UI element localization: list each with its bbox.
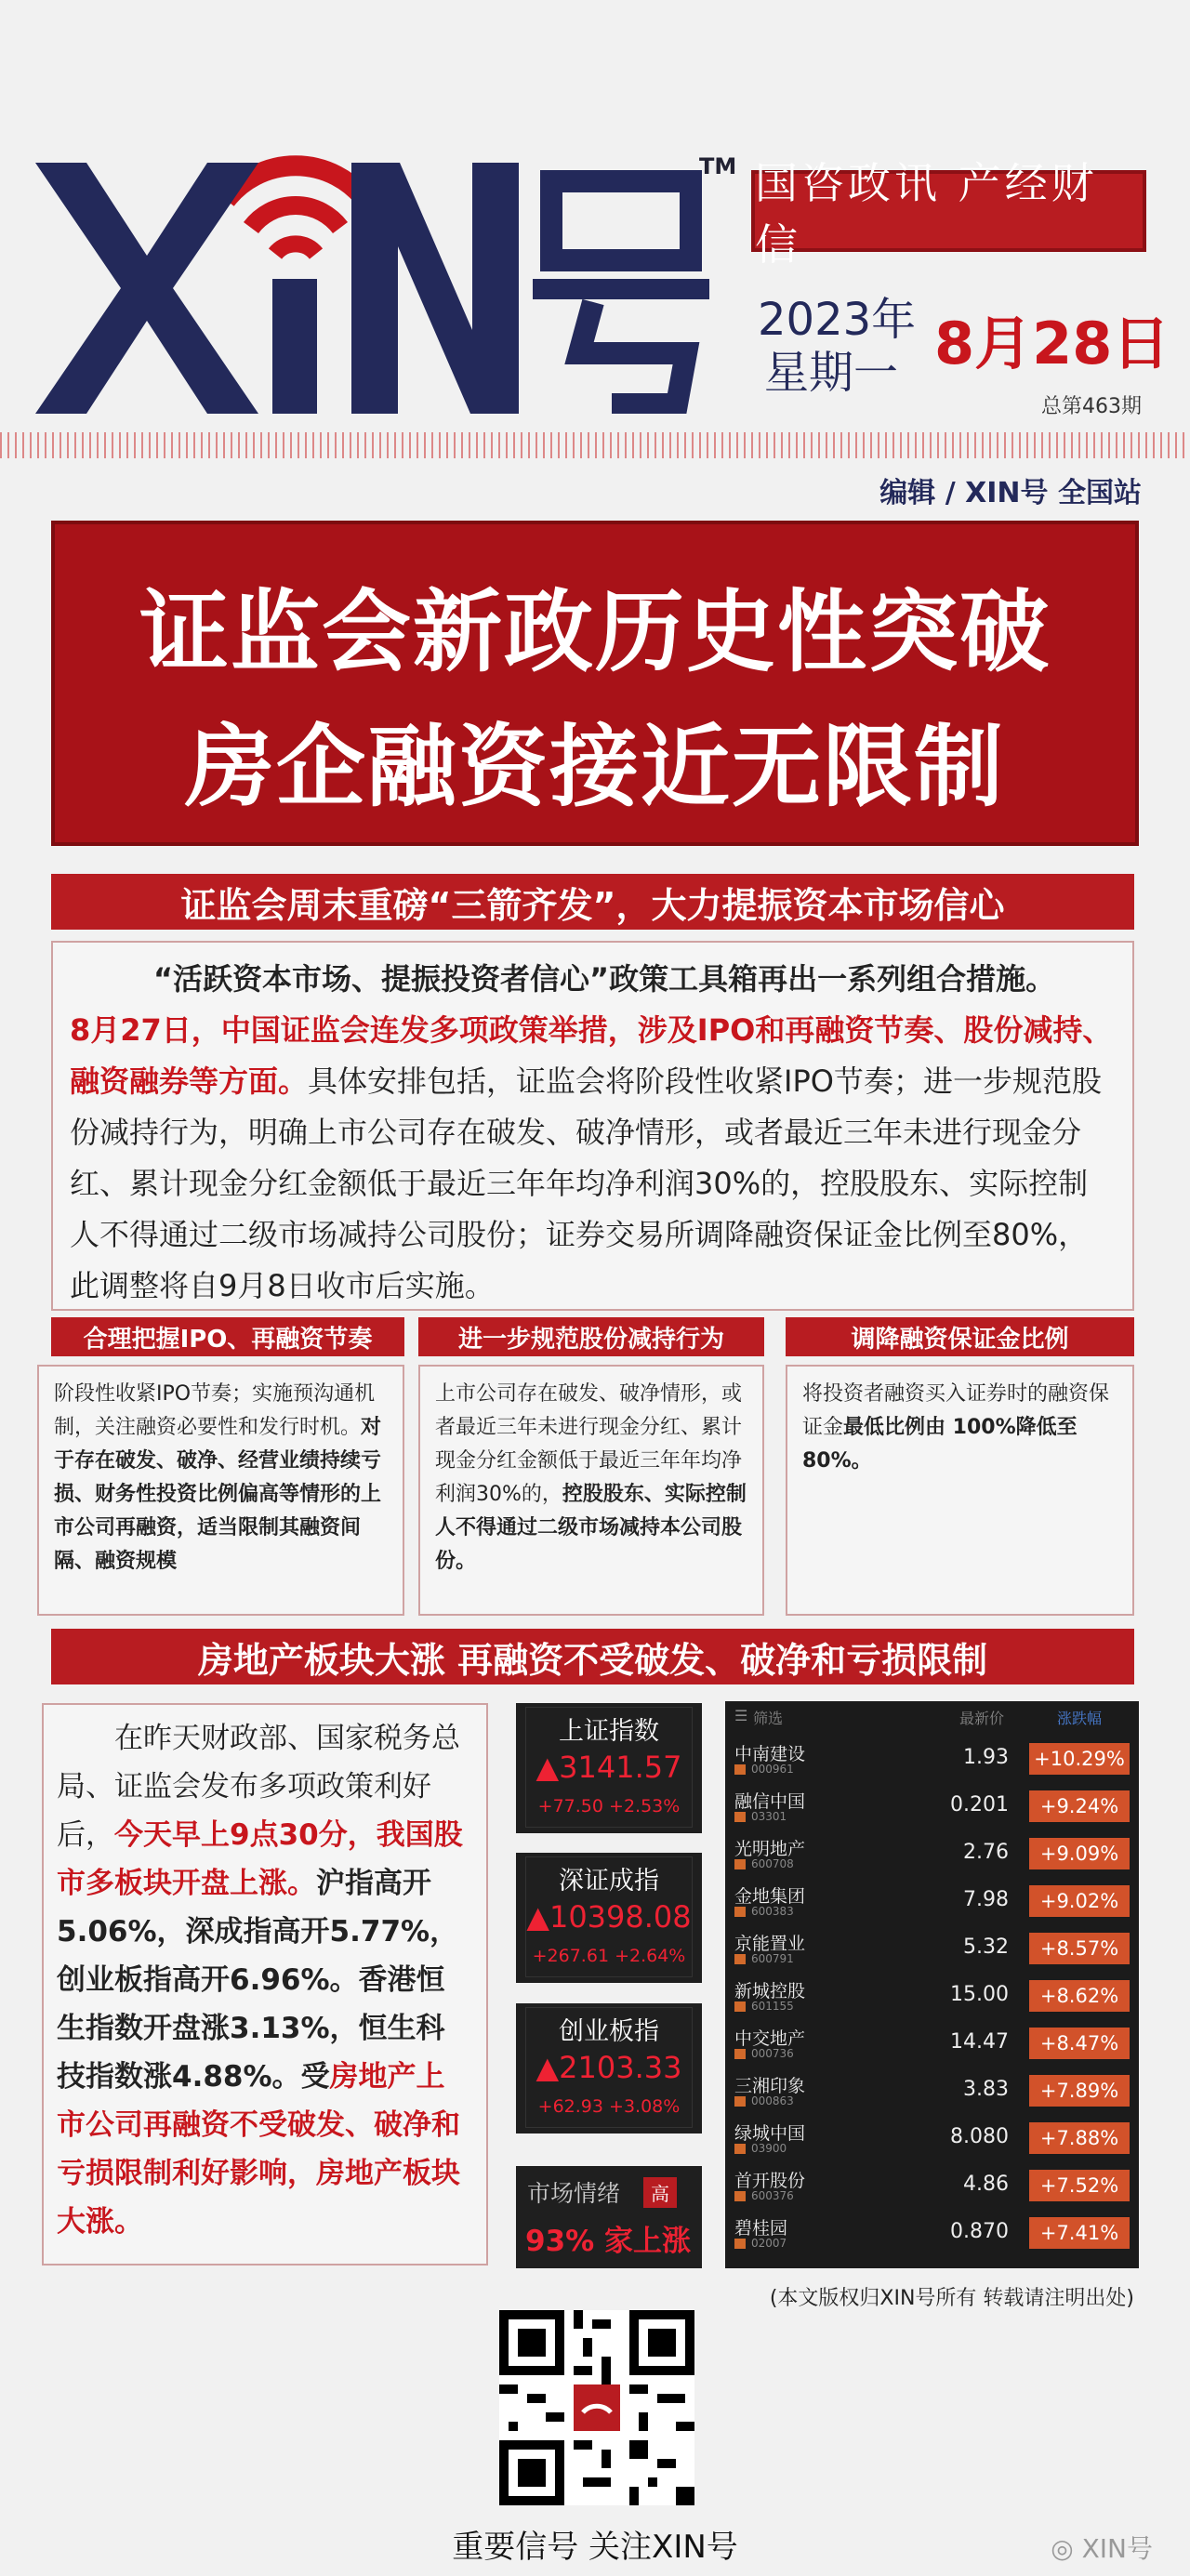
column-2-bold: 控股股东、实际控制人不得通过二级市场减持本公司股份。: [435, 1483, 747, 1573]
section1-title-bar: 证监会周末重磅“三箭齐发”，大力提振资本市场信心: [51, 874, 1134, 930]
stock-price: 7.98: [963, 1888, 1009, 1911]
stock-change-pct: +8.62%: [1029, 1980, 1130, 2012]
column-2-text: 上市公司存在破发、破净情形，或者最近三年未进行现金分红、累计现金分红金额低于最近三年年均净利润30%的，: [435, 1382, 743, 1506]
stock-row[interactable]: [725, 1784, 1139, 1831]
mood-label: 市场情绪: [527, 2180, 621, 2207]
col-price-header[interactable]: 最新价: [959, 1710, 1004, 1727]
stock-name: 融信中国: [734, 1791, 806, 1812]
watermark: [1051, 2529, 1153, 2566]
divider: [0, 432, 1190, 458]
stock-price: 8.080: [950, 2125, 1009, 2148]
stock-row[interactable]: [725, 2211, 1139, 2258]
stock-price: 3.83: [963, 2078, 1009, 2101]
index-name: 上证指数: [559, 1717, 659, 1746]
index-card-shanghai: [516, 1703, 702, 1833]
market-text: [42, 1703, 488, 2266]
index-change: +62.93 +3.08%: [537, 2096, 681, 2117]
mood-badge: 高: [643, 2177, 677, 2208]
copyright-note: (本文版权归XIN号所有 转载请注明出处): [769, 2287, 1134, 2310]
headline-line-2: 房企融资接近无限制: [185, 715, 1005, 819]
issue-weekday: 星期一: [764, 347, 899, 399]
stock-name: 三湘印象: [734, 2076, 806, 2096]
wechat-icon: ◎: [1051, 2533, 1082, 2564]
stock-row[interactable]: [725, 2068, 1139, 2116]
qr-code: [499, 2310, 694, 2505]
stock-row[interactable]: [725, 2163, 1139, 2211]
stock-name: 新城控股: [734, 1981, 806, 2001]
column-3-title: 调降融资保证金比例: [786, 1317, 1134, 1356]
market-text-1: 在昨天财政部、国家税务总局、证监会发布多项政策利好后，: [57, 1722, 460, 1852]
stock-row[interactable]: [725, 1926, 1139, 1974]
stock-price: 1.93: [963, 1746, 1009, 1769]
index-value: ▲10398.08: [526, 1899, 692, 1935]
stock-code: 601155: [751, 2000, 794, 2013]
stock-price: 4.86: [963, 2173, 1009, 2196]
follow-cta: 重要信号 关注XIN号: [452, 2529, 738, 2566]
col-change-header[interactable]: 涨跌幅: [1056, 1710, 1102, 1727]
stock-code: 000863: [751, 2094, 794, 2107]
headline-line-1: 证监会新政历史性突破: [139, 580, 1051, 684]
mood-value: 93% 家上涨: [525, 2225, 691, 2258]
index-card-shenzhen: [516, 1853, 702, 1983]
market-tag-icon: [734, 2049, 746, 2059]
stock-change-pct: +9.24%: [1029, 1790, 1130, 1822]
market-text-4: 房地产上市公司再融资不受破发、破净和亏损限制利好影响，: [57, 2060, 460, 2190]
issue-year: 2023年: [758, 294, 917, 346]
column-1-title: 合理把握IPO、再融资节奏: [51, 1317, 404, 1356]
stock-change-pct: +7.88%: [1029, 2122, 1130, 2154]
stock-change-pct: +7.41%: [1029, 2217, 1130, 2249]
index-change: +77.50 +2.53%: [537, 1796, 681, 1816]
market-tag-icon: [734, 1812, 746, 1822]
index-value: ▲2103.33: [536, 2050, 682, 2085]
column-1-bold: 对于存在破发、破净、经营业绩持续亏损、财务性投资比例偏高等情形的上市公司再融资，适当限制其融资间隔、融资规模: [54, 1416, 382, 1573]
filter-label[interactable]: 筛选: [753, 1710, 784, 1727]
market-tag-icon: [734, 1764, 746, 1775]
stock-name: 光明地产: [734, 1839, 806, 1859]
stock-name: 碧桂园: [734, 2218, 788, 2239]
stock-change-pct: +7.89%: [1029, 2075, 1130, 2107]
stock-row[interactable]: [725, 2116, 1139, 2163]
stock-table: [725, 1701, 1139, 2268]
market-tag-icon: [734, 2191, 746, 2201]
stock-price: 5.32: [963, 1935, 1009, 1959]
issue-date: 8月28日: [934, 310, 1170, 377]
market-text-2: 今天早上9点30分，我国股市多板块开盘上涨。: [57, 1818, 463, 1900]
stock-row[interactable]: [725, 1879, 1139, 1926]
market-text-3: 沪指高开5.06%，深成指高开5.77%，创业板指高开6.96%。香港恒生指数开盘涨3.13%，恒生科技指数涨4.88%。受: [57, 1867, 459, 2094]
stock-row[interactable]: [725, 1974, 1139, 2021]
market-tag-icon: [734, 2001, 746, 2012]
stock-table-header: [725, 1701, 1139, 1729]
market-tag-icon: [734, 1954, 746, 1964]
intro-rest: 具体安排包括，证监会将阶段性收紧IPO节奏；进一步规范股份减持行为，明确上市公司存在破发、破净情形，或者最近三年未进行现金分红、累计现金分红金额低于最近三年年均净利润30%的，控股股东、实际控制人不得通过二级市场减持公司股份；证券交易所调降融资保证金比例至80%，此调整将自9月8日收市后实施。: [70, 1063, 1102, 1303]
stock-code: 03301: [751, 1810, 787, 1823]
stock-change-pct: +10.29%: [1029, 1743, 1130, 1775]
column-2-box: [418, 1365, 764, 1616]
market-tag-icon: [734, 1859, 746, 1869]
tagline: 国咨政讯 产经财信: [751, 170, 1146, 252]
stock-price: 0.201: [950, 1793, 1009, 1816]
stock-change-pct: +8.47%: [1029, 2028, 1130, 2059]
stock-code: 600376: [751, 2189, 794, 2202]
stock-change-pct: +9.02%: [1029, 1885, 1130, 1917]
stock-code: 000961: [751, 1763, 794, 1776]
stock-price: 15.00: [950, 1983, 1009, 2006]
intro-paragraph: [51, 941, 1134, 1311]
stock-name: 金地集团: [734, 1886, 806, 1907]
market-tag-icon: [734, 1907, 746, 1917]
stock-name: 绿城中国: [734, 2123, 806, 2144]
xin-logo: [35, 88, 723, 414]
editor-credit: 编辑 / XIN号 全国站: [879, 477, 1142, 509]
stock-row[interactable]: [725, 1737, 1139, 1784]
market-text-5: 房地产板块大涨。: [57, 2157, 460, 2239]
stock-code: 600791: [751, 1952, 794, 1965]
index-name: 深证成指: [559, 1867, 659, 1896]
trademark: TM: [699, 153, 737, 179]
intro-highlight: 8月27日，中国证监会连发多项政策举措，涉及IPO和再融资节奏、股份减持、融资融券等方面。: [70, 1012, 1113, 1099]
market-mood-card: [516, 2166, 702, 2268]
stock-name: 中交地产: [734, 2028, 806, 2049]
stock-price: 14.47: [950, 2030, 1009, 2054]
stock-change-pct: +8.57%: [1029, 1933, 1130, 1964]
market-tag-icon: [734, 2096, 746, 2107]
stock-code: 600383: [751, 1905, 794, 1918]
column-1-text: 阶段性收紧IPO节奏；实施预沟通机制，关注融资必要性和发行时机。: [54, 1382, 376, 1439]
stock-code: 02007: [751, 2237, 787, 2250]
index-change: +267.61 +2.64%: [532, 1946, 686, 1966]
column-2-title: 进一步规范股份减持行为: [418, 1317, 764, 1356]
index-name: 创业板指: [559, 2017, 659, 2046]
market-tag-icon: [734, 2144, 746, 2154]
intro-lead: “活跃资本市场、提振投资者信心”政策工具箱再出一系列组合措施。: [153, 961, 1056, 997]
stock-change-pct: +9.09%: [1029, 1838, 1130, 1869]
market-tag-icon: [734, 2239, 746, 2249]
column-3-box: [786, 1365, 1134, 1616]
column-3-text: 将投资者融资买入证券时的融资保证金: [802, 1382, 1110, 1439]
column-3-bold: 最低比例由 100%降低至80%。: [802, 1416, 1078, 1473]
stock-price: 2.76: [963, 1841, 1009, 1864]
index-card-chinext: [516, 2003, 702, 2133]
stock-name: 首开股份: [734, 2171, 806, 2191]
stock-price: 0.870: [950, 2220, 1009, 2243]
stock-name: 中南建设: [734, 1744, 806, 1764]
stock-change-pct: +7.52%: [1029, 2170, 1130, 2201]
watermark-text: XIN号: [1081, 2533, 1153, 2564]
stock-name: 京能置业: [734, 1934, 806, 1954]
headline-box: [51, 521, 1139, 846]
stock-row[interactable]: [725, 2021, 1139, 2068]
column-1-box: [37, 1365, 404, 1616]
issue-number: 总第463期: [1041, 395, 1142, 418]
section2-title-bar: 房地产板块大涨 再融资不受破发、破净和亏损限制: [51, 1629, 1134, 1684]
stock-row[interactable]: [725, 1831, 1139, 1879]
stock-code: 600708: [751, 1857, 794, 1870]
stock-code: 000736: [751, 2047, 794, 2060]
index-value: ▲3141.57: [536, 1750, 682, 1785]
filter-icon[interactable]: ☰: [734, 1707, 748, 1724]
stock-code: 03900: [751, 2142, 787, 2155]
